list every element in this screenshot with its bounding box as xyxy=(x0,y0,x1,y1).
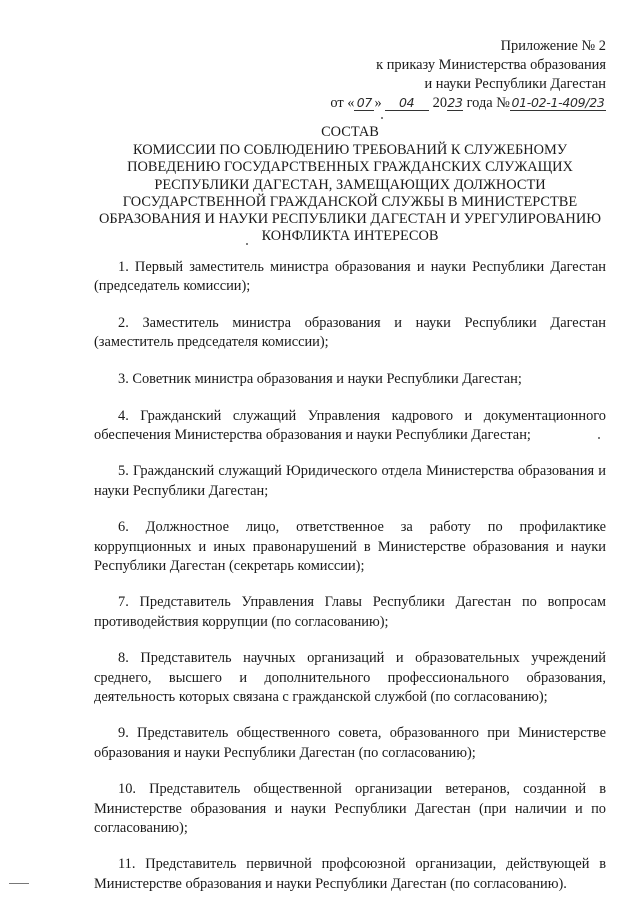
title-line: ПОВЕДЕНИЮ ГОСУДАРСТВЕННЫХ ГРАЖДАНСКИХ СЛУЖАЩИХ xyxy=(127,159,573,176)
list-item: 9. Представитель общественного совета, образованного при Министерстве образования и науки Республики Дагестан (по согласованию); xyxy=(94,725,606,761)
list-item: 6. Должностное лицо, ответственное за работу по профилактике коррупционных и иных правонарушений в Министерстве образования и науки Республики Дагестан (секретарь комиссии); xyxy=(94,519,606,574)
list-item: 11. Представитель первичной профсоюзной организации, действующей в Министерстве образования и науки Республики Дагестан (по согласованию). xyxy=(94,856,606,892)
title-line: ОБРАЗОВАНИЯ И НАУКИ РЕСПУБЛИКИ ДАГЕСТАН И УРЕГУЛИРОВАНИЮ xyxy=(98,211,602,228)
appendix-header xyxy=(286,37,606,113)
document-title xyxy=(94,124,606,245)
list-item: 8. Представитель научных организаций и образовательных учреждений среднего, высшего и дополнительного профессионального образования, деятельность которых связана с гражданской службой (по согласованию); xyxy=(94,650,606,705)
scan-speck xyxy=(381,117,383,119)
list-item: 4. Гражданский служащий Управления кадрового и документационного обеспечения Министерства образования и науки Республики Дагестан; xyxy=(94,407,606,443)
appendix-number: Приложение № 2 xyxy=(500,38,606,54)
list-item: 10. Представитель общественной организации ветеранов, созданной в Министерстве образования и науки Республики Дагестан (при наличии и по согласованию); xyxy=(94,781,606,836)
date-day-close: » xyxy=(374,95,382,111)
list-item: 1. Первый заместитель министра образования и науки Республики Дагестан (председатель комиссии); xyxy=(94,259,606,295)
title-line: ГОСУДАРСТВЕННОЙ ГРАЖДАНСКОЙ СЛУЖБЫ В МИНИСТЕРСТВЕ xyxy=(122,193,578,210)
appendix-date-line xyxy=(286,94,606,113)
scan-speck xyxy=(598,437,600,439)
number-prefix: года № xyxy=(463,95,510,111)
date-year-prefix: 20 xyxy=(432,95,448,111)
scan-mark xyxy=(9,883,29,884)
appendix-ministry: и науки Республики Дагестан xyxy=(424,76,606,92)
title-heading: СОСТАВ xyxy=(321,124,379,140)
date-day: 07 xyxy=(354,95,374,111)
scan-speck xyxy=(246,243,248,245)
date-prefix: от « xyxy=(330,95,355,111)
title-line: КОМИССИИ ПО СОБЛЮДЕНИЮ ТРЕБОВАНИЙ К СЛУЖЕБНОМУ xyxy=(132,142,568,159)
commission-members-list xyxy=(94,258,606,911)
list-item: 7. Представитель Управления Главы Республики Дагестан по вопросам противодействия коррупции (по согласованию); xyxy=(94,594,606,630)
appendix-order-ref: к приказу Министерства образования xyxy=(376,57,606,73)
title-line: РЕСПУБЛИКИ ДАГЕСТАН, ЗАМЕЩАЮЩИХ ДОЛЖНОСТИ xyxy=(154,176,546,193)
title-line: КОНФЛИКТА ИНТЕРЕСОВ xyxy=(261,228,439,245)
list-item: 5. Гражданский служащий Юридического отдела Министерства образования и науки Республики Дагестан; xyxy=(94,463,606,499)
date-month: 04 xyxy=(385,95,429,111)
list-item: 3. Советник министра образования и науки Республики Дагестан; xyxy=(118,370,522,387)
date-year-suffix: 23 xyxy=(447,95,463,110)
order-number: 01-02-1-409/23 xyxy=(511,95,605,110)
list-item: 2. Заместитель министра образования и науки Республики Дагестан (заместитель председателя комиссии); xyxy=(94,314,606,351)
